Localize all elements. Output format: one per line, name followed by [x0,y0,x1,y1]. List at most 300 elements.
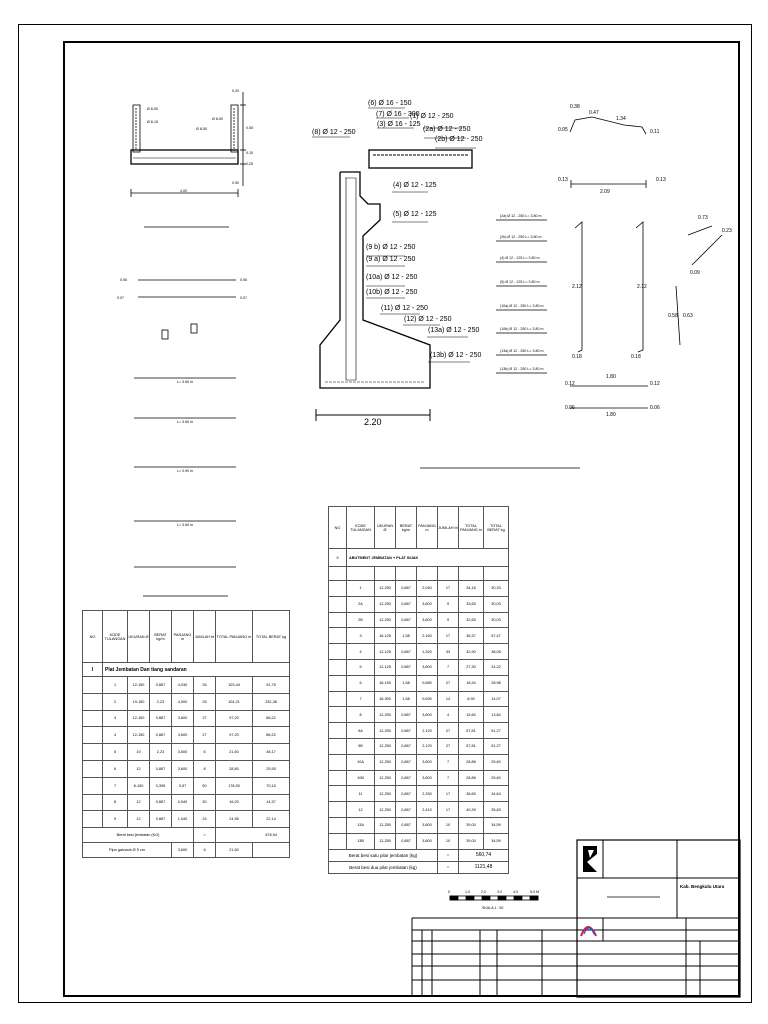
table-cell: 3,800 [417,833,438,849]
pipe-empty [253,843,290,858]
table-cell: 13A [347,817,375,833]
table-cell: 15,60 [459,707,484,723]
table-cell: 39,00 [459,817,484,833]
col-header: BERAT kg/m [396,507,417,549]
table-cell: 16,20 [216,794,253,811]
table-cell: 8 [103,794,128,811]
rebar-label: (2b) Ø 12 - 250 [435,136,483,143]
dim-label: 0.07 [240,296,247,300]
bar-length: L= 0.90 m [177,469,194,473]
dim-label: 0.13 [558,177,568,183]
table-cell: 0,887 [396,644,417,660]
table-cell: 86,22 [253,710,290,727]
table-cell: 7 [438,659,459,675]
table-cell: 17 [438,802,459,818]
table-cell: 25,60 [484,754,509,770]
col-header: UKURAN Ø [375,507,396,549]
table-cell: 12 [128,760,150,777]
total-eq: = [438,849,459,861]
rebar-label: (13a) Ø 12 - 250 [428,327,480,334]
table-row [329,723,509,739]
table-cell: 3 [103,710,128,727]
table-cell: 8,90 [459,691,484,707]
col-header: JUMLAH bt [438,507,459,549]
dim-label: 0.55 [246,126,253,130]
col-header: PANJANG m [172,611,194,663]
table-cell: 12-250 [375,833,396,849]
table-cell: 32,65 [459,612,484,628]
table-cell: 12 [128,811,150,828]
table-cell: 27 [438,675,459,691]
table-cell: 26 [194,693,216,710]
dim-label: 1.80 [606,412,616,418]
scale-label: SKALA 1 : 50 [482,906,504,910]
table-cell: 0,887 [396,723,417,739]
row-no-cell [329,723,347,739]
table-cell: 12-250 [375,596,396,612]
dim-label: 0.50 [232,181,239,185]
table-row [83,760,290,777]
row-no-cell [83,693,103,710]
rebar-table-left [82,610,290,858]
table-cell: 34,64 [484,786,509,802]
table-cell: 3,800 [417,770,438,786]
rebar-label: (3) Ø 16 - 125 [377,121,421,128]
logo [581,846,597,936]
pipe-count: 6 [194,843,216,858]
row-no-cell [329,675,347,691]
total-label: Berat besi jembatan (KG) [83,828,194,843]
table-cell: 9 [438,612,459,628]
dim-label: 2.09 [600,189,610,195]
row-no-cell [329,581,347,597]
dim-label: 1.34 [616,116,626,122]
slab-section [131,92,246,227]
table-cell: 6 [194,744,216,761]
table-row [329,644,509,660]
table-cell: 10 [438,817,459,833]
table-cell: 21,60 [216,744,253,761]
width-dimension: 2.20 [364,417,382,427]
table-cell: 0,887 [150,794,172,811]
table-cell: 2,410 [417,802,438,818]
table-cell: 19 [128,744,150,761]
total-eq: = [194,828,216,843]
table-cell: 18,34 [459,675,484,691]
scale-tick: 4,0 [513,890,518,894]
col-header: NO [329,507,347,549]
col-header: TOTAL BERAT kg [484,507,509,549]
table-cell: 30,33 [484,581,509,597]
row-no-cell [83,760,103,777]
scale-tick: 1,0 [465,890,470,894]
table-cell: 27 [194,710,216,727]
row-no-cell [329,644,347,660]
table-cell: 4,030 [172,677,194,694]
table-cell: 36,37 [459,628,484,644]
pipe-label: Pipa galvanis Ø 5 cm [83,843,172,858]
table-cell: 10B [347,770,375,786]
scale-tick: 0 [448,890,450,894]
rebar-label: (10a) Ø 12 - 250 [366,274,418,281]
dim-label: 0.20 [232,89,239,93]
table-row [83,777,290,794]
table-cell: 3,600 [172,727,194,744]
table-row [329,817,509,833]
col-header: PANJANG m [417,507,438,549]
row-no-cell [329,833,347,849]
table-cell: 38,08 [484,644,509,660]
table-cell: 2 [103,693,128,710]
row-no-cell [83,744,103,761]
table-row [83,693,290,710]
table-cell: 27 [438,738,459,754]
table-cell: 12-125 [375,644,396,660]
rebar-label: (1) Ø 12 - 250 [410,113,454,120]
table-cell: 34,59 [484,817,509,833]
table-cell: 35,83 [484,802,509,818]
scale-tick: 2,0 [481,890,486,894]
table-cell: 28,80 [216,760,253,777]
table-cell: 0,887 [396,581,417,597]
table-cell: 57,81 [459,738,484,754]
col-header: TOTAL BERAT kg [253,611,290,663]
table-cell: 2,120 [417,738,438,754]
table-cell: 1 [347,581,375,597]
rebar-label: (4) Ø 12 - 125 [393,182,437,189]
table-cell: 10 [438,833,459,849]
row-no-cell [329,612,347,628]
table-cell: 30,03 [484,612,509,628]
table-cell: 22,14 [253,811,290,828]
table-cell: 12-150 [128,677,150,694]
bar-label: (13b) Ø 12 - 250 L= 3.80 m [500,367,544,371]
col-header: KODE TULANGAN [347,507,375,549]
rebar-label: (6) Ø 16 - 150 [368,100,412,107]
table-cell: 4 [347,644,375,660]
table-cell: 0,540 [172,794,194,811]
table-cell: 12-150 [128,727,150,744]
table-cell: 4 [103,727,128,744]
table-cell: 2,330 [417,786,438,802]
table-cell: 5 [347,659,375,675]
table-cell: 0,887 [150,811,172,828]
table-body [83,677,290,828]
table-cell: 0,887 [150,710,172,727]
table-cell: 1,58 [396,675,417,691]
table-cell: 0,887 [396,833,417,849]
row-no-cell [329,596,347,612]
table-cell: 33 [438,644,459,660]
table-cell: 57,81 [459,723,484,739]
row-no-cell [83,777,103,794]
table-cell: 16-300 [375,691,396,707]
table-cell: 12-125 [375,659,396,675]
table-cell: 24,96 [216,811,253,828]
rebar-label: Ø 8-50 [212,117,223,121]
table-cell: 3,800 [417,817,438,833]
pipe-total: 21,60 [216,843,253,858]
table-cell: 0,887 [396,738,417,754]
rebar-table-right [328,506,509,874]
table-cell: 12-250 [375,738,396,754]
dim-label: 0.18 [631,354,641,360]
table-cell: 9A [347,723,375,739]
table-cell: 14,07 [484,691,509,707]
table-row [83,727,290,744]
dim-label: 0.25 [246,162,253,166]
table-cell: 103,44 [216,677,253,694]
section-number: II [329,549,347,567]
table-cell: 2,120 [417,723,438,739]
bar-label: (10a) Ø 12 - 250 L= 3.80 m [500,304,544,308]
bar-label: (2a) Ø 12 - 250 L= 3.80 m [500,214,542,218]
table-cell: 12-250 [375,802,396,818]
col-header: TOTAL PANJANG m [216,611,253,663]
table-cell: 3,800 [417,659,438,675]
table-cell: 34,59 [484,833,509,849]
table-cell: 3,800 [417,707,438,723]
row-no-cell [329,786,347,802]
table-cell: 3,600 [172,710,194,727]
table-cell: 6 [103,760,128,777]
table-cell: 11 [347,786,375,802]
total-label: Berat besi satu pilar jembatan (kg) [329,849,438,861]
table-cell: 1,58 [396,628,417,644]
col-header: NO [83,611,103,663]
dim-label: 1.80 [606,374,616,380]
dim-label: 0.13 [656,177,666,183]
rebar-label: (9 b) Ø 12 - 250 [366,244,416,251]
table-cell: 50 [194,777,216,794]
col-header: BERAT kg/m [150,611,172,663]
table-cell: 51,27 [484,723,509,739]
table-cell: 0,887 [396,659,417,675]
table-cell: 8-150 [128,777,150,794]
table-row [83,677,290,694]
table-cell: 3,800 [417,596,438,612]
bar-length: L= 3.60 m [177,380,194,384]
table-row [329,707,509,723]
table-cell: 232,38 [253,693,290,710]
table-cell: 2,23 [150,744,172,761]
table-cell: 51,27 [484,738,509,754]
section-title: Plat Jembatan Dan tiang sandaran [103,663,290,677]
table-row [329,596,509,612]
table-cell: 12-250 [375,723,396,739]
table-cell: 3,800 [417,612,438,628]
table-cell: 38,65 [459,786,484,802]
dim-label: 0.09 [690,270,700,276]
table-cell: 91,75 [253,677,290,694]
location-label: Kab. Bengkulu Utara [680,884,725,889]
table-row [83,710,290,727]
rebar-label: (2a) Ø 12 - 250 [423,126,471,133]
dim-label: 0.06 [650,405,660,411]
abutment-section [316,150,472,421]
bar-label: (10b) Ø 12 - 250 L= 3.80 m [500,327,544,331]
table-cell: 178,50 [216,777,253,794]
bar-label: (5) Ø 12 - 125 L= 3.80 m [500,280,540,284]
dim-label: 0.12 [650,381,660,387]
table-cell: 86,22 [253,727,290,744]
table-cell: 39,00 [459,833,484,849]
table-cell: 12-250 [375,754,396,770]
dim-label: 0.47 [589,110,599,116]
table-cell: 0,887 [396,754,417,770]
table-cell: 27,30 [459,659,484,675]
table-cell: 1,040 [172,811,194,828]
table-cell: 1,320 [417,644,438,660]
bar-shapes [496,117,722,408]
total-label: Berat besi dua pilar jembatan (kg) [329,861,438,873]
table-body [329,581,509,850]
rebar-label: (5) Ø 12 - 125 [393,211,437,218]
rebar-label: Ø 8-15 [147,120,158,124]
table-cell: 28,86 [459,754,484,770]
table-cell: 2,040 [417,581,438,597]
table-cell: 8 [347,707,375,723]
section-number: I [83,663,103,677]
dim-label: 0.06 [240,278,247,282]
dim-label: 0.07 [117,296,124,300]
col-header: KODE TULANGAN [103,611,128,663]
table-cell: 14 [438,691,459,707]
table-row [329,754,509,770]
row-no-cell [329,659,347,675]
total-value: 1121,48 [459,861,509,873]
table-cell: 9 [438,596,459,612]
dim-label: 2.12 [637,284,647,290]
row-no-cell [83,794,103,811]
table-cell: 7 [438,754,459,770]
table-cell: 13B [347,833,375,849]
dim-label: 0.18 [572,354,582,360]
dim-label: 0.12 [565,381,575,387]
dim-label: 0.05 [558,127,568,133]
row-no-cell [329,817,347,833]
table-cell: 30,03 [484,596,509,612]
table-cell: 1 [103,677,128,694]
table-cell: 0,887 [150,760,172,777]
table-row [329,691,509,707]
table-row [329,738,509,754]
table-cell: 27 [194,727,216,744]
table-cell: 4 [438,707,459,723]
row-no-cell [329,707,347,723]
scale-bar [450,896,538,900]
table-cell: 48,17 [253,744,290,761]
table-cell: 0,887 [396,612,417,628]
dim-label: 2.12 [572,284,582,290]
table-cell: 2B [347,612,375,628]
table-row [83,811,290,828]
dim-label: 0.06 [565,405,575,411]
col-header: TOTAL PANJANG m [459,507,484,549]
table-cell: 30 [194,794,216,811]
table-cell: 0,887 [150,677,172,694]
table-cell: 40,39 [459,802,484,818]
row-no-cell [83,727,103,744]
table-cell: 42,90 [459,644,484,660]
table-cell: 12-250 [375,786,396,802]
rebar-label: (13b) Ø 12 - 250 [430,352,482,359]
table-cell: 27 [438,723,459,739]
col-header: JUMLAH bt [194,611,216,663]
table-row [329,612,509,628]
table-cell: 97,20 [216,710,253,727]
rebar-label: Ø 8-50 [196,127,207,131]
table-cell: 0,630 [417,691,438,707]
table-cell: 12-250 [375,581,396,597]
table-cell: 13,84 [484,707,509,723]
table-cell: 12-250 [375,612,396,628]
dim-label: 0.15 [246,151,253,155]
table-cell: 0,887 [396,802,417,818]
table-cell: 2,23 [150,693,172,710]
table-cell: 17 [438,786,459,802]
table-cell: 17 [438,581,459,597]
table-cell: 34,16 [459,581,484,597]
total-value: 560,74 [459,849,509,861]
table-cell: 3 [347,628,375,644]
table-cell: 0,680 [417,675,438,691]
table-cell: 3,600 [172,760,194,777]
table-cell: 2A [347,596,375,612]
table-cell: 28,98 [484,675,509,691]
scale-tick: 3,0 [497,890,502,894]
bar-label: (2b) Ø 12 - 250 L= 3.80 m [500,235,542,239]
table-cell: 33,65 [459,596,484,612]
table-row [329,802,509,818]
table-cell: 25,60 [484,770,509,786]
table-cell: 26 [194,677,216,694]
bar-length: L= 3.60 m [177,523,194,527]
table-row [329,770,509,786]
row-no-cell [329,691,347,707]
rebar-label: (10b) Ø 12 - 250 [366,289,418,296]
table-cell: 12-150 [128,710,150,727]
dim-label: 0.11 [650,129,660,135]
table-cell: 10A [347,754,375,770]
row-no-cell [329,738,347,754]
bar-label: (13a) Ø 12 - 250 L= 3.80 m [500,349,544,353]
dim-label: 0.38 [570,104,580,110]
table-row [329,659,509,675]
table-cell: 5 [103,744,128,761]
table-cell: 104,21 [216,693,253,710]
table-cell: 3,600 [172,744,194,761]
row-no-cell [329,754,347,770]
dim-label: 0.58 [668,313,678,319]
table-cell: 0,887 [396,817,417,833]
table-cell: 12 [128,794,150,811]
table-cell: 97,20 [216,727,253,744]
table-cell: 12 [347,802,375,818]
row-no-cell [83,811,103,828]
rebar-label: (8) Ø 12 - 250 [312,129,356,136]
table-cell: 70,15 [253,777,290,794]
table-cell: 0,395 [150,777,172,794]
table-row [329,786,509,802]
table-cell: 57,47 [484,628,509,644]
table-cell: 25,55 [253,760,290,777]
table-cell: 3,800 [417,754,438,770]
row-no-cell [83,677,103,694]
rebar-label: (9 a) Ø 12 - 250 [366,256,416,263]
table-cell: 7 [347,691,375,707]
table-cell: 12-250 [375,770,396,786]
